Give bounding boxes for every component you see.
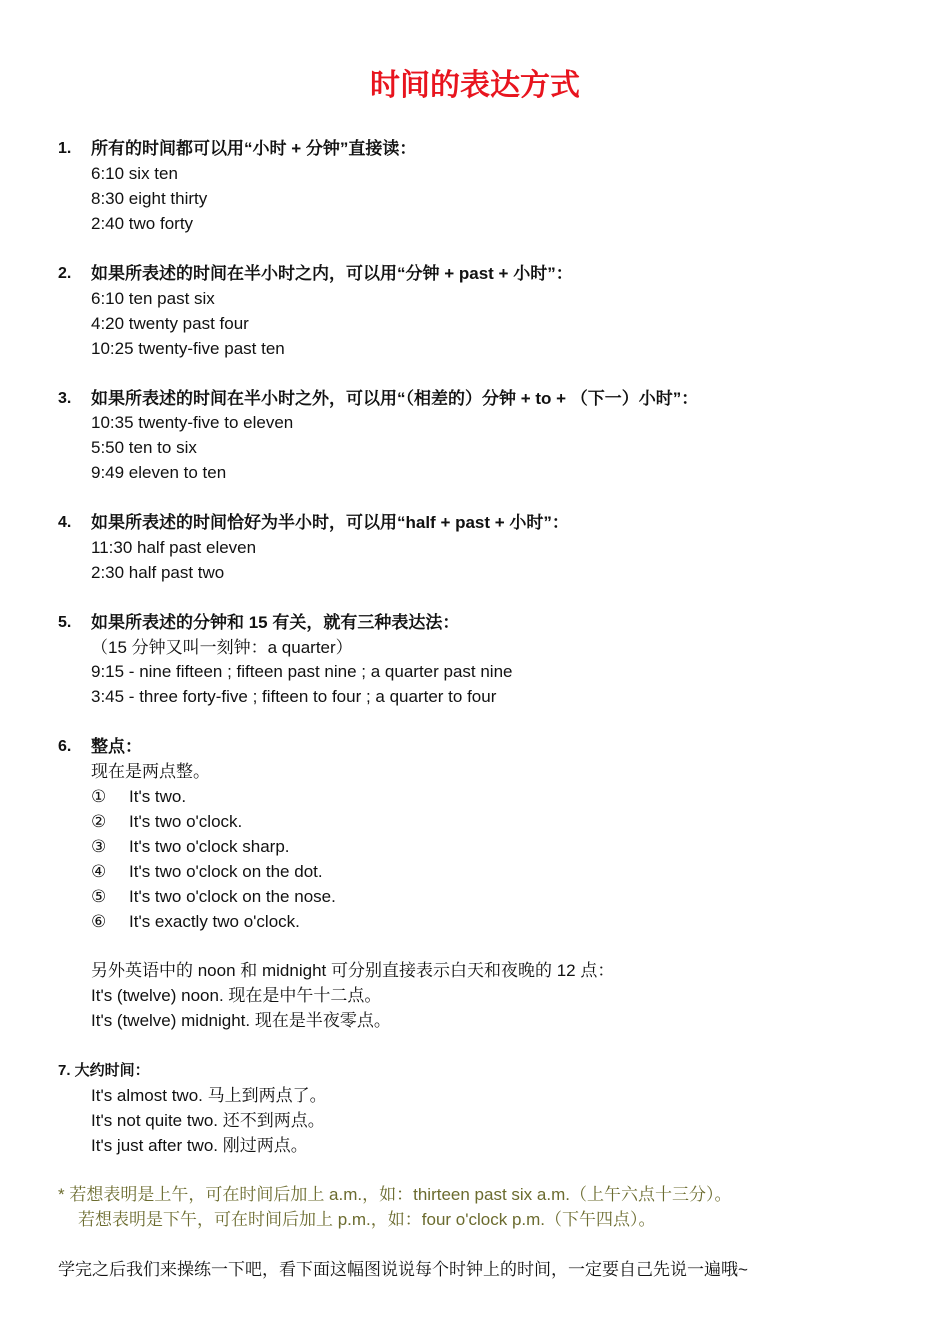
example-line: 现在是两点整。 xyxy=(91,762,210,781)
example-line: It's not quite two. 还不到两点。 xyxy=(91,1111,325,1130)
section-number: 5. xyxy=(58,614,72,631)
list-marker: ⑥ xyxy=(91,912,107,931)
example-line: 11:30 half past eleven xyxy=(91,538,257,557)
example-line: 8:30 eight thirty xyxy=(91,189,208,208)
list-item: It's exactly two o'clock. xyxy=(129,912,300,931)
example-line: 3:45 - three forty-five ; fifteen to four ; a quarter to four xyxy=(91,687,497,706)
example-line: 9:15 - nine fifteen ; fifteen past nine ; a quarter past nine xyxy=(91,662,513,681)
example-line: 6:10 ten past six xyxy=(91,289,215,308)
example-line: 10:35 twenty-five to eleven xyxy=(91,413,294,432)
example-line: It's just after two. 刚过两点。 xyxy=(91,1136,308,1155)
section-heading: 所有的时间都可以用“小时 + 分钟”直接读： xyxy=(91,139,417,158)
example-line: 4:20 twenty past four xyxy=(91,314,249,333)
section-number: 1. xyxy=(58,140,72,157)
section-number: 2. xyxy=(58,265,72,282)
section-heading: 如果所表述的分钟和 15 有关，就有三种表达法： xyxy=(91,613,460,632)
example-line: 10:25 twenty-five past ten xyxy=(91,339,285,358)
section-heading: 如果所表述的时间在半小时之外，可以用“（相差的）分钟 + to + （下一）小时”： xyxy=(91,389,699,408)
section-heading: 如果所表述的时间在半小时之内，可以用“分钟 + past + 小时”： xyxy=(91,264,573,283)
list-marker: ⑤ xyxy=(91,887,107,906)
list-item: It's two o'clock sharp. xyxy=(129,837,290,856)
example-line: It's almost two. 马上到两点了。 xyxy=(91,1086,327,1105)
example-line: 5:50 ten to six xyxy=(91,438,197,457)
note-pm: 若想表明是下午，可在时间后加上 p.m.，如：four o'clock p.m.（下午四点）。 xyxy=(78,1210,656,1229)
list-marker: ① xyxy=(91,787,107,806)
example-line: 6:10 six ten xyxy=(91,164,178,183)
page-title: 时间的表达方式 xyxy=(370,69,580,102)
example-line: It's (twelve) midnight. 现在是半夜零点。 xyxy=(91,1011,391,1030)
section-number: 3. xyxy=(58,390,72,407)
example-line: It's (twelve) noon. 现在是中午十二点。 xyxy=(91,986,382,1005)
list-marker: ④ xyxy=(91,862,107,881)
section-heading: 整点： xyxy=(91,737,142,756)
list-item: It's two o'clock on the dot. xyxy=(129,862,323,881)
closing-text: 学完之后我们来操练一下吧，看下面这幅图说说每个时钟上的时间，一定要自己先说一遍哦~ xyxy=(58,1260,748,1279)
example-line: （15 分钟又叫一刻钟：a quarter） xyxy=(91,638,353,657)
list-marker: ② xyxy=(91,812,107,831)
example-line: 2:30 half past two xyxy=(91,563,225,582)
list-item: It's two o'clock on the nose. xyxy=(129,887,336,906)
list-item: It's two o'clock. xyxy=(129,812,243,831)
noon-intro: 另外英语中的 noon 和 midnight 可分别直接表示白天和夜晚的 12 点： xyxy=(91,961,615,980)
example-line: 2:40 two forty xyxy=(91,214,194,233)
list-marker: ③ xyxy=(91,837,107,856)
section-number: 6. xyxy=(58,738,72,755)
section-number: 4. xyxy=(58,514,72,531)
section-heading: 7. 大约时间： xyxy=(58,1062,150,1079)
list-item: It's two. xyxy=(129,787,187,806)
example-line: 9:49 eleven to ten xyxy=(91,463,227,482)
section-heading: 如果所表述的时间恰好为半小时，可以用“half + past + 小时”： xyxy=(91,513,569,532)
note-am: * 若想表明是上午，可在时间后加上 a.m.，如：thirteen past six a.m.（上午六点十三分）。 xyxy=(58,1185,732,1204)
